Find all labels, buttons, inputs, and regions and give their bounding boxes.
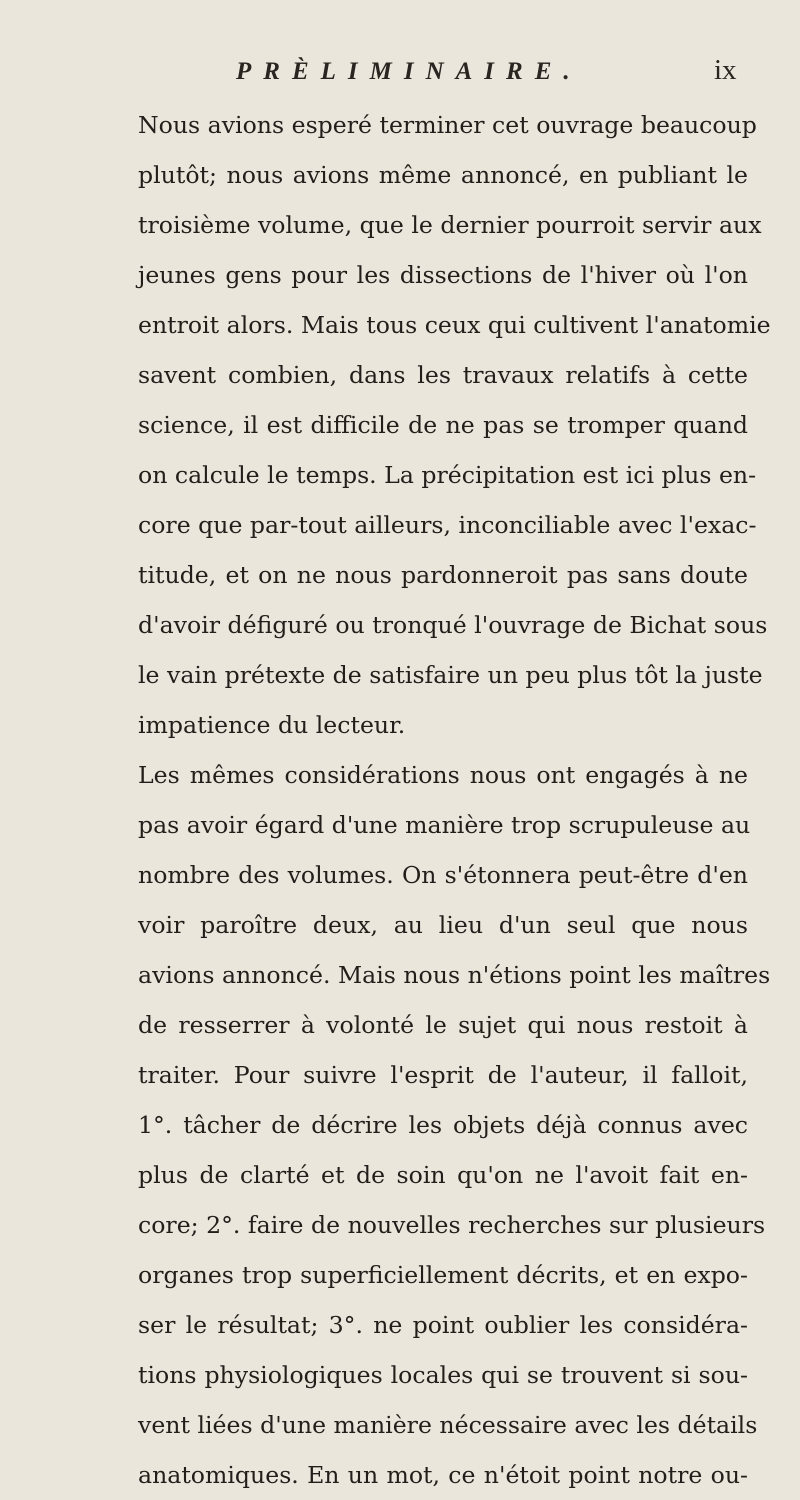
text-line: plutôt; nous avions même annoncé, en publiant le [138,161,748,189]
text-line: nombre des volumes. On s'étonnera peut-être d'en [138,861,748,889]
text-line: plus de clarté et de soin qu'on ne l'avoit fait en- [138,1161,748,1189]
page-number: ix [714,54,737,86]
text-line: anatomiques. En un mot, ce n'étoit point notre ou- [138,1461,748,1489]
text-line: vent liées d'une manière nécessaire avec les détails [138,1411,758,1439]
text-line: traiter. Pour suivre l'esprit de l'auteur, il falloit, [138,1061,748,1089]
text-line: 1°. tâcher de décrire les objets déjà connus avec [138,1111,748,1139]
text-line: Les mêmes considérations nous ont engagés à ne [138,761,748,789]
text-line: jeunes gens pour les dissections de l'hiver où l'on [138,261,748,289]
text-line: le vain prétexte de satisfaire un peu plus tôt la juste [138,661,763,689]
text-line: de resserrer à volonté le sujet qui nous restoit à [138,1011,748,1039]
running-title: PRÈLIMINAIRE. [236,58,582,85]
text-line: voir paroître deux, au lieu d'un seul que nous [138,911,748,939]
text-line: titude, et on ne nous pardonneroit pas sans doute [138,561,748,589]
text-line: science, il est difficile de ne pas se tromper quand [138,411,748,439]
text-line: Nous avions esperé terminer cet ouvrage beaucoup [138,111,757,139]
text-line: entroit alors. Mais tous ceux qui cultivent l'anatomie [138,311,771,339]
text-line: pas avoir égard d'une manière trop scrupuleuse au [138,811,751,839]
text-line: impatience du lecteur. [138,711,406,739]
body-text [138,100,771,1500]
text-line: savent combien, dans les travaux relatifs à cette [138,361,748,389]
text-line: tions physiologiques locales qui se trouvent si sou- [138,1361,748,1389]
text-line: troisième volume, que le dernier pourroit servir aux [138,211,762,239]
text-line: avions annoncé. Mais nous n'étions point les maîtres [138,961,771,989]
text-line: core; 2°. faire de nouvelles recherches sur plusieurs [138,1211,766,1239]
text-line: on calcule le temps. La précipitation est ici plus en- [138,461,757,489]
text-line: organes trop superficiellement décrits, et en expo- [138,1261,748,1289]
text-line: ser le résultat; 3°. ne point oublier les considéra- [138,1311,748,1339]
text-line: d'avoir défiguré ou tronqué l'ouvrage de Bichat sous [138,611,768,639]
text-line: core que par-tout ailleurs, inconciliable avec l'exac- [138,511,757,539]
running-head [0,54,800,94]
